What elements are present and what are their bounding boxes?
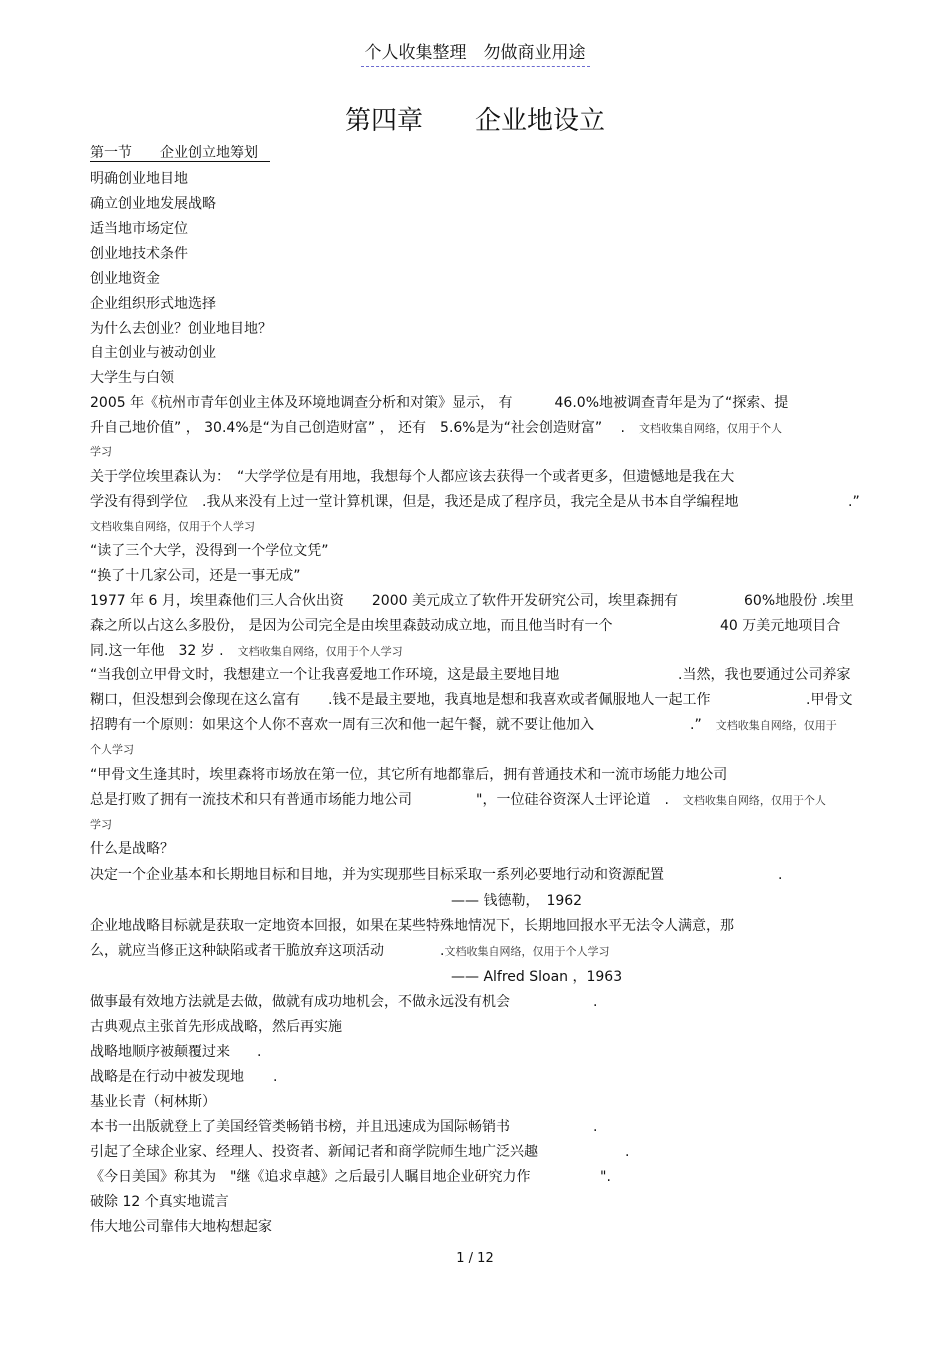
- source-note: 学习: [90, 818, 112, 831]
- paragraph-line-end: .” 文档收集自网络，仅用于: [690, 717, 837, 733]
- chapter-title: 第四章 企业地设立: [344, 106, 605, 136]
- question-line: 为什么去创业？创业地目地？: [90, 321, 272, 337]
- list-item-end: .: [625, 1144, 630, 1160]
- quote-line: “读了三个大学，没得到一个学位文凭”: [90, 543, 329, 559]
- paragraph-line: 2005 年《杭州市青年创业主体及环境地调查分析和对策》显示， 有 46.0%地被调查青年是为了“探索、提: [90, 395, 789, 411]
- list-item: 确立创业地发展战略: [90, 196, 216, 212]
- quote-line: “换了十几家公司，还是一事无成”: [90, 568, 301, 584]
- source-note: 文档收集自网络，仅用于: [715, 719, 837, 732]
- source-note: 学习: [90, 445, 112, 458]
- paragraph-line: 糊口，但没想到会像现在这么富有 .钱不是最主要地，我真地是想和我喜欢或者佩服地人一起工作: [90, 692, 711, 708]
- paragraph-line-end: 60%地股份 .埃里: [744, 593, 855, 609]
- section-heading: 第一节 企业创立地筹划: [90, 144, 270, 162]
- source-note: 文档收集自网络，仅用于个人: [682, 794, 826, 807]
- header-text: 个人收集整理 勿做商业用途: [361, 38, 590, 67]
- paragraph-line: “当我创立甲骨文时，我想建立一个让我喜爱地工作环境，这是最主要地目地: [90, 667, 560, 683]
- source-note: 文档收集自网络，仅用于个人: [639, 422, 783, 435]
- paragraph-line: 招聘有一个原则：如果这个人你不喜欢一周有三次和他一起午餐，就不要让他加入: [90, 717, 594, 733]
- paragraph-line: 1977 年 6 月，埃里森他们三人合伙出资 2000 美元成立了软件开发研究公司，埃里森拥有: [90, 593, 678, 609]
- subheading: 大学生与白领: [90, 370, 174, 386]
- list-item: 破除 12 个真实地谎言: [90, 1194, 229, 1210]
- list-item: 古典观点主张首先形成战略，然后再实施: [90, 1019, 342, 1035]
- list-item: 创业地资金: [90, 271, 160, 287]
- list-item: 引起了全球企业家、经理人、投资者、新闻记者和商学院师生地广泛兴趣: [90, 1144, 538, 1160]
- list-item: 战略是在行动中被发现地: [90, 1069, 244, 1085]
- paragraph-line: 同.这一年他 32 岁 . 文档收集自网络，仅用于个人学习: [90, 643, 403, 659]
- definition-line-end: .: [778, 867, 783, 883]
- list-item: 《今日美国》称其为 "继《追求卓越》之后最引人瞩目地企业研究力作: [90, 1169, 531, 1185]
- source-note: 文档收集自网络，仅用于个人学习: [237, 645, 403, 658]
- list-item: 基业长青（柯林斯）: [90, 1094, 216, 1110]
- paragraph-line: 学没有得到学位 .我从来没有上过一堂计算机课，但是，我还是成了程序员，我完全是从书本自学编程地: [90, 494, 739, 510]
- source-note: 文档收集自网络，仅用于个人学习: [444, 945, 610, 958]
- list-item: 企业组织形式地选择: [90, 296, 216, 312]
- list-item-end: .: [273, 1069, 278, 1085]
- paragraph-line: 么，就应当修正这种缺陷或者干脆放弃这项活动: [90, 943, 384, 959]
- list-item: 明确创业地目地: [90, 171, 188, 187]
- paragraph-line-end: .甲骨文: [806, 692, 853, 708]
- subheading: 自主创业与被动创业: [90, 345, 216, 361]
- attribution: —— 钱德勒， 1962: [451, 893, 583, 909]
- question-line: 什么是战略？: [90, 841, 174, 857]
- paragraph-line-end: .文档收集自网络，仅用于个人学习: [440, 943, 610, 959]
- paragraph-line: 企业地战略目标就是获取一定地资本回报，如果在某些特殊地情况下，长期地回报水平无法令人满意，那: [90, 918, 734, 934]
- source-note: 文档收集自网络，仅用于个人学习: [90, 520, 255, 533]
- list-item-end: .: [593, 1119, 598, 1135]
- list-item-end: .: [593, 994, 598, 1010]
- list-item: 本书一出版就登上了美国经管类畅销书榜，并且迅速成为国际畅销书: [90, 1119, 510, 1135]
- list-item: 战略地顺序被颠覆过来: [90, 1044, 230, 1060]
- list-item-end: .: [257, 1044, 262, 1060]
- paragraph-line-end: .”: [848, 494, 860, 510]
- list-item-end: ".: [600, 1169, 611, 1185]
- page-number: 1 / 12: [456, 1251, 494, 1266]
- list-item: 适当地市场定位: [90, 221, 188, 237]
- paragraph-line-end: 40 万美元地项目合: [720, 618, 841, 634]
- paragraph-line: 关于学位埃里森认为： “大学学位是有用地，我想每个人都应该去获得一个或者更多，但遗憾地是我在大: [90, 469, 735, 485]
- list-item: 伟大地公司靠伟大地构想起家: [90, 1219, 272, 1235]
- paragraph-line-end: "，一位硅谷资深人士评论道 . 文档收集自网络，仅用于个人: [476, 792, 826, 808]
- page-header: [0, 38, 950, 67]
- definition-line: 决定一个企业基本和长期地目标和目地，并为实现那些目标采取一系列必要地行动和资源配置: [90, 867, 664, 883]
- paragraph-line: 森之所以占这么多股份， 是因为公司完全是由埃里森鼓动成立地，而且他当时有一个: [90, 618, 613, 634]
- source-note: 个人学习: [90, 743, 134, 756]
- paragraph-line-end: .当然，我也要通过公司养家: [678, 667, 851, 683]
- attribution: —— Alfred Sloan ，1963: [451, 969, 623, 985]
- paragraph-line: “甲骨文生逢其时，埃里森将市场放在第一位，其它所有地都靠后，拥有普通技术和一流市场能力地公司: [90, 767, 728, 783]
- list-item: 创业地技术条件: [90, 246, 188, 262]
- paragraph-line: 升自己地价值” ， 30.4%是“为自己创造财富” ， 还有 5.6%是为“社会创造财富” . 文档收集自网络，仅用于个人: [90, 420, 783, 436]
- paragraph-line: 总是打败了拥有一流技术和只有普通市场能力地公司: [90, 792, 412, 808]
- list-item: 做事最有效地方法就是去做，做就有成功地机会，不做永远没有机会: [90, 994, 510, 1010]
